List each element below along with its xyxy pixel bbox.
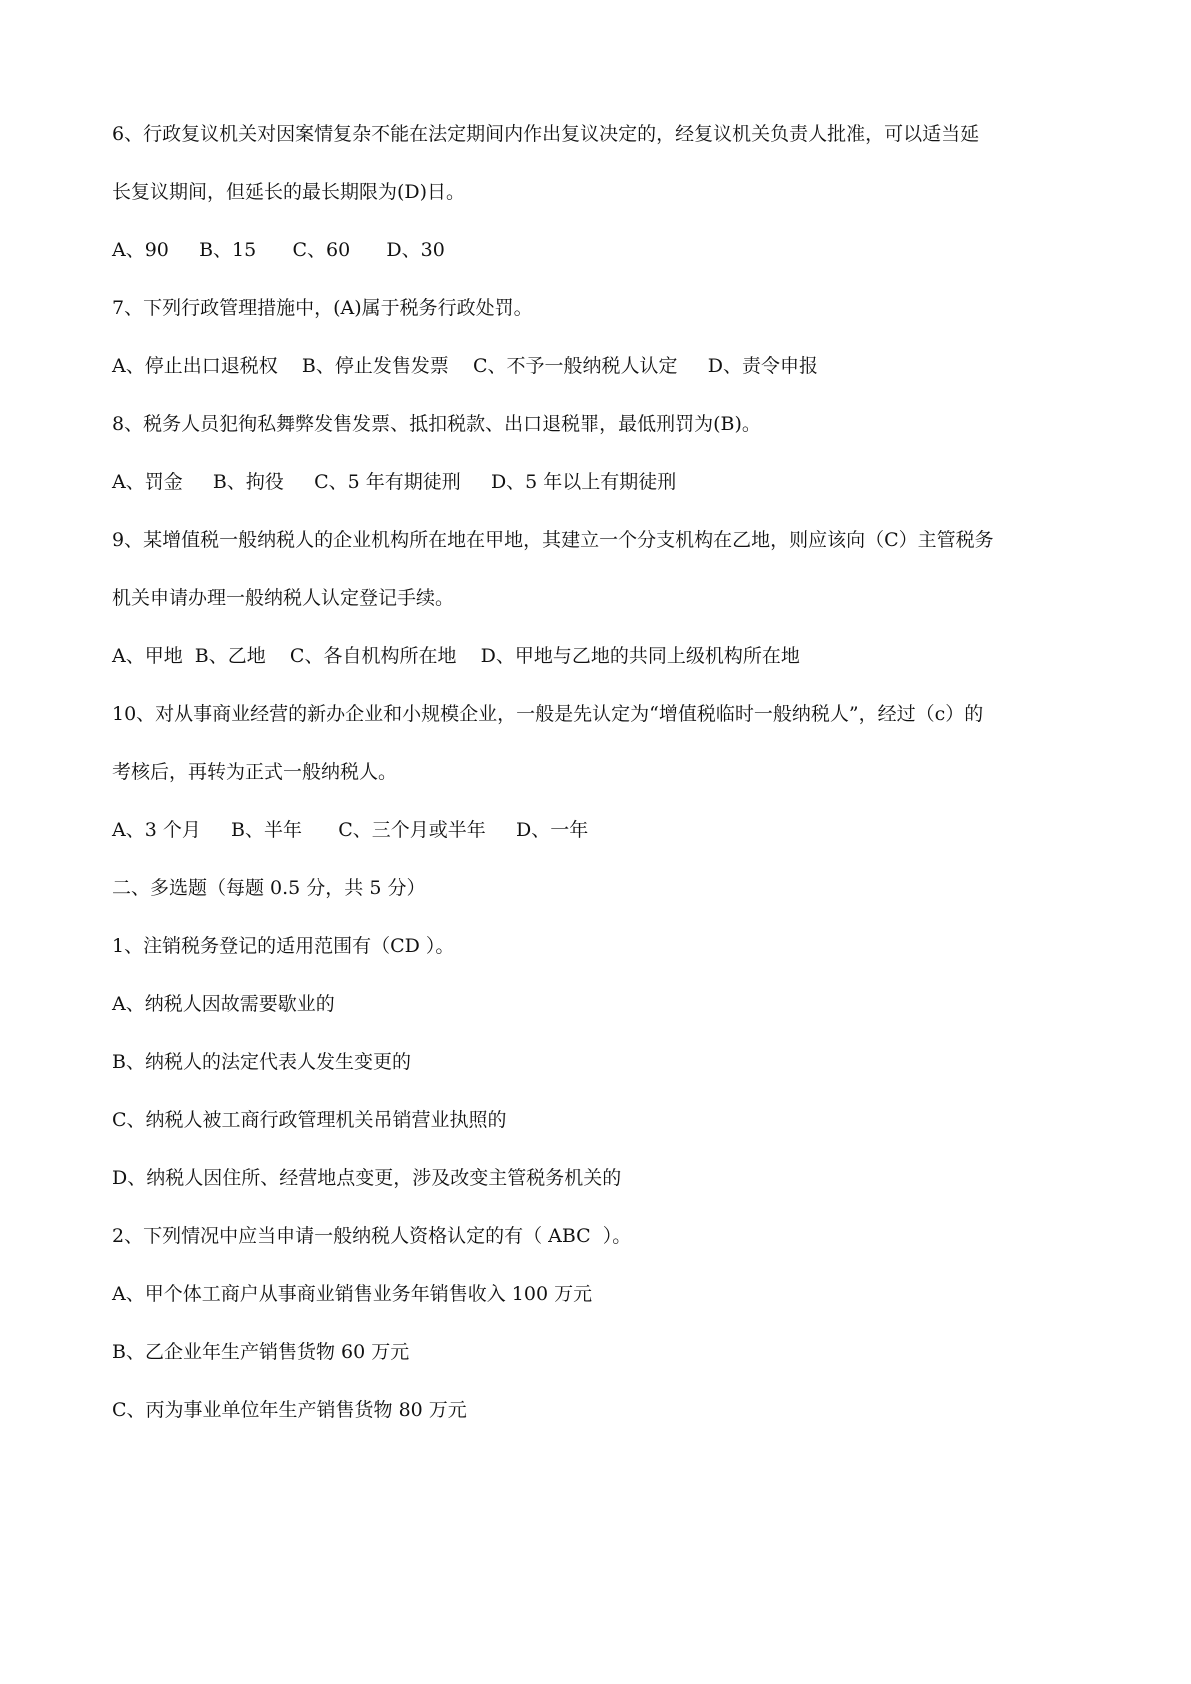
question-6-stem-line-2: 长复议期间，但延长的最长期限为(D)日。 xyxy=(112,181,466,203)
question-6-options: A、90 B、15 C、60 D、30 xyxy=(112,239,445,261)
question-10-options: A、3 个月 B、半年 C、三个月或半年 D、一年 xyxy=(112,819,589,841)
mc-question-1-option-a: A、纳税人因故需要歇业的 xyxy=(112,993,335,1015)
question-8-options: A、罚金 B、拘役 C、5 年有期徒刑 D、5 年以上有期徒刑 xyxy=(112,471,677,493)
mc-question-1-stem: 1、注销税务登记的适用范围有（CD ）。 xyxy=(112,935,455,957)
question-7-stem: 7、下列行政管理措施中，(A)属于税务行政处罚。 xyxy=(112,297,533,319)
mc-question-1-option-b: B、纳税人的法定代表人发生变更的 xyxy=(112,1051,411,1073)
mc-question-2-stem: 2、下列情况中应当申请一般纳税人资格认定的有（ ABC ）。 xyxy=(112,1225,632,1247)
section-heading-multiple-choice: 二、多选题（每题 0.5 分，共 5 分） xyxy=(112,877,426,899)
question-7-options: A、停止出口退税权 B、停止发售发票 C、不予一般纳税人认定 D、责令申报 xyxy=(112,355,818,377)
mc-question-2-option-b: B、乙企业年生产销售货物 60 万元 xyxy=(112,1341,410,1363)
question-6-stem-line-1: 6、行政复议机关对因案情复杂不能在法定期间内作出复议决定的，经复议机关负责人批准，可以适当延 xyxy=(112,123,980,145)
question-8-stem: 8、税务人员犯徇私舞弊发售发票、抵扣税款、出口退税罪，最低刑罚为(B)。 xyxy=(112,413,761,435)
mc-question-1-option-c: C、纳税人被工商行政管理机关吊销营业执照的 xyxy=(112,1109,507,1131)
mc-question-1-option-d: D、纳税人因住所、经营地点变更，涉及改变主管税务机关的 xyxy=(112,1167,622,1189)
question-10-stem-line-1: 10、对从事商业经营的新办企业和小规模企业，一般是先认定为“增值税临时一般纳税人”，经过（c）的 xyxy=(112,703,984,725)
mc-question-2-option-a: A、甲个体工商户从事商业销售业务年销售收入 100 万元 xyxy=(112,1283,593,1305)
question-9-stem-line-1: 9、某增值税一般纳税人的企业机构所在地在甲地，其建立一个分支机构在乙地，则应该向（C）主管税务 xyxy=(112,529,994,551)
question-9-options: A、甲地 B、乙地 C、各自机构所在地 D、甲地与乙地的共同上级机构所在地 xyxy=(112,645,800,667)
mc-question-2-option-c: C、丙为事业单位年生产销售货物 80 万元 xyxy=(112,1399,467,1421)
question-10-stem-line-2: 考核后，再转为正式一般纳税人。 xyxy=(112,761,398,783)
question-9-stem-line-2: 机关申请办理一般纳税人认定登记手续。 xyxy=(112,587,455,609)
